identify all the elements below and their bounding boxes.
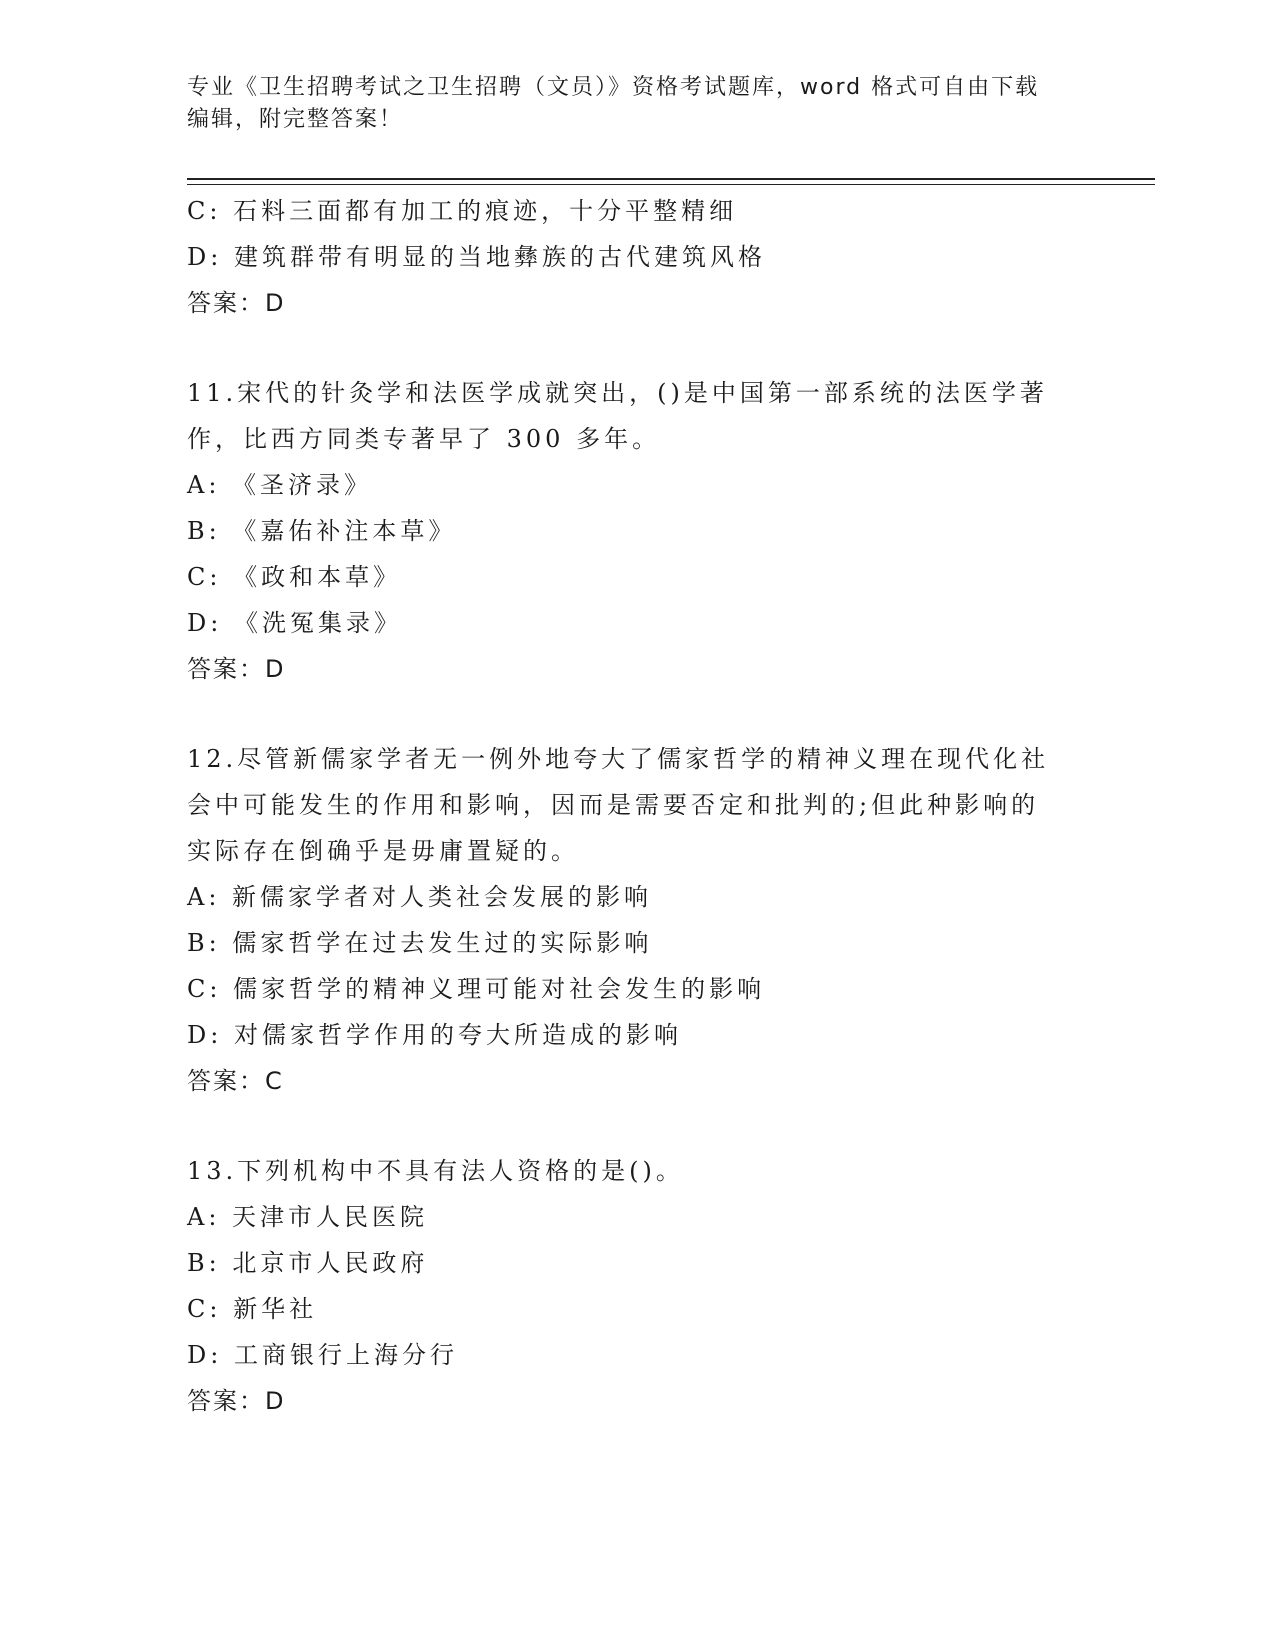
question-stem-line: 12.尽管新儒家学者无一例外地夸大了儒家哲学的精神义理在现代化社	[187, 745, 1050, 773]
question-stem-line: 实际存在倒确乎是毋庸置疑的。	[187, 837, 579, 865]
question-stem-line: 会中可能发生的作用和影响，因而是需要否定和批判的;但此种影响的	[187, 791, 1040, 819]
spacer	[187, 692, 1087, 736]
answer-line: 答案：D	[187, 289, 286, 317]
answer-line: 答案：D	[187, 655, 286, 683]
question-11	[187, 370, 1087, 692]
option-b: B: 儒家哲学在过去发生过的实际影响	[187, 929, 653, 957]
option-d: D: 建筑群带有明显的当地彝族的古代建筑风格	[187, 243, 766, 271]
option-a: A: 新儒家学者对人类社会发展的影响	[187, 883, 653, 911]
page-header	[187, 72, 1067, 136]
option-b: B: 《嘉佑补注本草》	[187, 517, 457, 545]
option-d: D: 《洗冤集录》	[187, 609, 402, 637]
question-12	[187, 736, 1087, 1104]
header-rule-thin	[187, 184, 1155, 185]
question-stem-line: 作，比西方同类专著早了 300 多年。	[187, 425, 661, 453]
spacer	[187, 326, 1087, 370]
header-line-2: 编辑，附完整答案！	[187, 107, 404, 132]
question-content	[187, 188, 1087, 1424]
option-c: C: 石料三面都有加工的痕迹，十分平整精细	[187, 197, 738, 225]
answer-line: 答案：C	[187, 1067, 284, 1095]
option-c: C: 新华社	[187, 1295, 318, 1323]
question-stem-line: 13.下列机构中不具有法人资格的是()。	[187, 1157, 684, 1185]
header-rule-thick	[187, 178, 1155, 180]
option-b: B: 北京市人民政府	[187, 1249, 429, 1277]
option-c: C: 儒家哲学的精神义理可能对社会发生的影响	[187, 975, 766, 1003]
option-a: A: 《圣济录》	[187, 471, 373, 499]
option-c: C: 《政和本草》	[187, 563, 402, 591]
header-line-1: 专业《卫生招聘考试之卫生招聘（文员）》资格考试题库，word 格式可自由下载	[187, 75, 1040, 100]
option-a: A: 天津市人民医院	[187, 1203, 429, 1231]
answer-line: 答案：D	[187, 1387, 286, 1415]
question-stem-line: 11.宋代的针灸学和法医学成就突出，()是中国第一部系统的法医学著	[187, 379, 1048, 407]
option-d: D: 对儒家哲学作用的夸大所造成的影响	[187, 1021, 682, 1049]
question-13	[187, 1148, 1087, 1424]
question-10-continuation	[187, 188, 1087, 326]
spacer	[187, 1104, 1087, 1148]
option-d: D: 工商银行上海分行	[187, 1341, 458, 1369]
